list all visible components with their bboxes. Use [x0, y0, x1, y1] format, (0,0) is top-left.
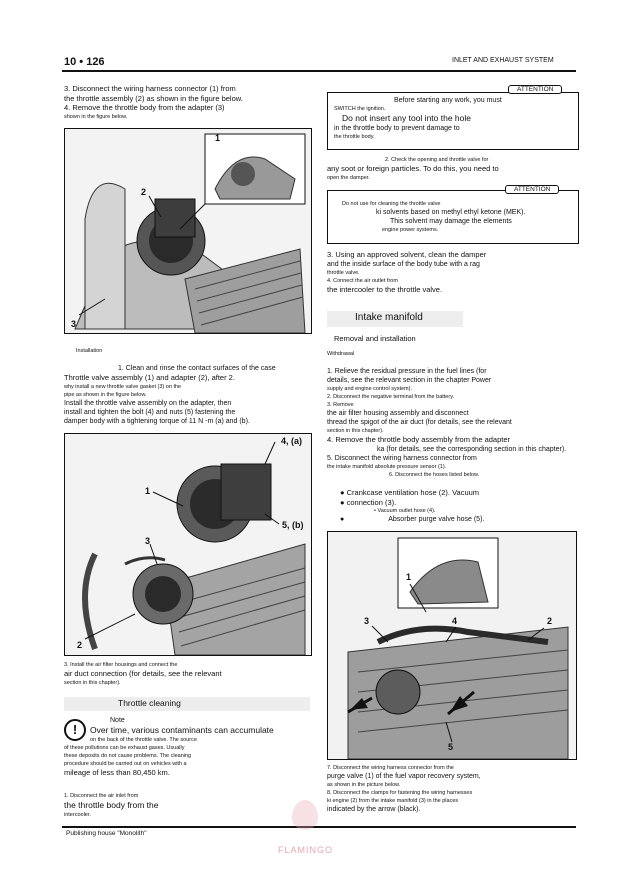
withdrawal-label-block — [327, 350, 354, 358]
hose-item — [340, 515, 578, 524]
removal-title-block — [334, 334, 416, 344]
engine-illustration-2 — [65, 434, 311, 655]
step-line: 3. Remove — [327, 402, 354, 408]
hose-text: connection (3). — [346, 497, 397, 507]
figure-throttle-installation — [64, 433, 312, 656]
section-header: INLET AND EXHAUST SYSTEM — [452, 57, 554, 64]
figure-callout: 1 — [406, 572, 412, 582]
step-line: the air filter housing assembly and disconnect — [327, 410, 469, 417]
step-line: 3. Using an approved solvent, clean the damper — [327, 250, 487, 259]
header-rule — [62, 70, 576, 72]
figure-throttle-removal — [64, 128, 312, 334]
step-line: section in this chapter). — [327, 428, 384, 434]
step-line: details, see the relevant section in the chapter Power — [327, 377, 492, 384]
step-line: open the damper. — [327, 174, 370, 181]
bullet-icon: ● — [340, 516, 345, 523]
step-line: 3. Install the air filter housings and connect the — [64, 662, 178, 668]
step-line: throttle valve. — [327, 269, 360, 276]
note-line: of these pollutions can be exhaust gases. Usually — [64, 744, 185, 751]
install-line: 1. Clean and rinse the contact surfaces of the case — [118, 365, 276, 372]
hose-item — [340, 488, 578, 498]
step-line: 1. Disconnect the air inlet from — [64, 793, 139, 799]
flamingo-logo-icon — [292, 800, 318, 830]
install-line: pipe as shown in the figure below. — [64, 391, 147, 398]
hose-text: Crankcase ventilation hose (2). Vacuum — [346, 488, 480, 497]
step-2-text — [327, 156, 577, 182]
after-fig2-text — [64, 661, 314, 687]
step-line: as shown in the picture below. — [327, 782, 401, 788]
intro-line: shown in the figure below. — [64, 113, 128, 120]
step-line: the intercooler to the throttle valve. — [327, 284, 443, 294]
watermark-text: FLAMINGO — [278, 845, 334, 855]
note-label: Note — [110, 717, 125, 724]
engine-illustration-3 — [328, 532, 576, 759]
hose-item: • Vacuum outlet hose (4). — [374, 508, 436, 514]
step-line: 4. Remove the throttle body assembly from the adapter — [327, 435, 511, 444]
step-line: 7. Disconnect the wiring harness connector from the — [327, 765, 454, 771]
removal-title: Removal and installation — [334, 334, 416, 343]
install-line: damper body with a tightening torque of 11 N -m (a) and (b). — [64, 417, 250, 425]
step-line: 4. Connect the air outlet from — [327, 277, 398, 284]
withdrawal-steps — [327, 367, 579, 479]
step-line: the intake manifold absolute pressure sensor (1). — [327, 463, 447, 470]
step-line: 1. Relieve the residual pressure in the fuel lines (for — [327, 368, 487, 375]
step-line: 6. Disconnect the hoses listed below. — [389, 471, 480, 478]
attention-line: Before starting any work, you must — [394, 97, 502, 104]
note-exclamation-icon: ! — [64, 719, 86, 741]
attention-line: Do not insert any tool into the hole — [342, 113, 471, 123]
throttle-cleaning-title: Throttle cleaning — [118, 698, 181, 708]
steps-7-8-text — [327, 764, 579, 814]
step-line: thread the spigot of the air duct (for details, see the relevant — [327, 419, 512, 426]
step-line: ka (for details, see the corresponding section in this chapter). — [377, 445, 567, 453]
install-line: Throttle valve assembly (1) and adapter (2), after 2. — [64, 373, 235, 382]
step-line: indicated by the arrow (black). — [327, 806, 421, 813]
intro-line: 3. Disconnect the wiring harness connector (1) from — [64, 84, 236, 93]
note-line: mileage of less than 80,450 km. — [64, 767, 170, 777]
figure-callout: 5, (b) — [282, 520, 304, 530]
intro-line: 4. Remove the throttle body from the adapter (3) — [64, 103, 225, 112]
attention-line: the throttle body. — [334, 133, 375, 140]
install-line: why install a new throttle valve gasket (3) on the — [64, 383, 182, 390]
step-line: section in this chapter). — [64, 679, 121, 686]
figure-callout: 2 — [547, 616, 553, 626]
install-line: install and tighten the bolt (4) and nuts (5) fastening the — [64, 408, 236, 416]
step-line: any soot or foreign particles. To do this, you need to — [327, 164, 499, 173]
step-line: 8. Disconnect the clamps for fastening the wiring harnesses — [327, 790, 473, 796]
installation-steps — [64, 364, 314, 426]
figure-callout: 2 — [77, 640, 83, 650]
steps-3-4-text — [327, 250, 577, 294]
attention-label: ATTENTION — [508, 85, 562, 94]
attention-1-text — [334, 96, 574, 141]
step-line: the throttle body from the — [64, 800, 159, 810]
cleaning-step-1 — [64, 792, 314, 819]
figure-callout: 3 — [145, 536, 151, 546]
intro-line: the throttle assembly (2) as shown in the figure below. — [64, 93, 243, 103]
attention-line: This solvent may damage the elements — [390, 218, 512, 225]
figure-callout: 4, (a) — [281, 436, 303, 446]
note-line: Over time, various contaminants can accumulate — [90, 725, 274, 735]
figure-callout: 1 — [215, 133, 221, 143]
figure-callout: 3 — [364, 616, 370, 626]
engine-illustration-1 — [65, 129, 311, 333]
hose-item — [340, 498, 578, 508]
step-line: intercooler. — [64, 811, 91, 818]
attention-label: ATTENTION — [505, 185, 559, 194]
attention-2-text — [342, 200, 572, 234]
figure-callout: 3 — [71, 319, 77, 329]
left-intro — [64, 84, 314, 121]
attention-line: SWITCH the ignition. — [334, 106, 386, 112]
step-line: ki engine (2) from the intake manifold (3) in the places — [327, 798, 459, 804]
intake-manifold-title: Intake manifold — [355, 312, 423, 323]
footer-rule — [62, 826, 576, 828]
step-line: air duct connection (for details, see the relevant — [64, 669, 222, 678]
install-line: Install the throttle valve assembly on the adapter, then — [64, 399, 232, 407]
step-line: 5. Disconnect the wiring harness connector from — [327, 454, 477, 462]
note-block — [64, 716, 314, 777]
attention-line: ki solvents based on methyl ethyl ketone (MEK). — [376, 209, 526, 216]
step-line: supply and engine control system). — [327, 386, 412, 392]
installation-heading — [76, 347, 102, 355]
note-line: on the back of the throttle valve. The source — [90, 736, 197, 743]
intake-manifold-band — [327, 311, 463, 327]
step-line: 2. Check the opening and throttle valve for — [385, 157, 489, 163]
step-line: and the inside surface of the body tube with a rag — [327, 260, 480, 268]
throttle-cleaning-band — [64, 697, 310, 711]
page-number: 10 • 126 — [64, 56, 105, 68]
step-line: 2. Disconnect the negative terminal from the battery. — [327, 394, 455, 400]
figure-intake-manifold — [327, 531, 577, 760]
attention-line: engine power systems. — [382, 227, 439, 233]
attention-line: Do not use for cleaning the throttle valve — [342, 201, 441, 207]
publisher-footer: Publishing house "Monolith" — [66, 830, 147, 837]
hose-list — [340, 488, 578, 524]
attention-line: in the throttle body to prevent damage to — [334, 124, 460, 132]
note-line: procedure should be carried out on vehicles with a — [64, 760, 187, 767]
note-line: these deposits do not cause problems. The cleaning — [64, 752, 192, 759]
figure-callout: 5 — [448, 742, 454, 752]
hose-text: Absorber purge valve hose (5). — [388, 516, 485, 523]
installation-label: Installation — [76, 348, 103, 354]
bullet-icon: ● — [340, 488, 347, 497]
figure-callout: 1 — [145, 486, 151, 496]
figure-callout: 4 — [452, 616, 458, 626]
step-line: purge valve (1) of the fuel vapor recovery system, — [327, 773, 481, 780]
figure-callout: 2 — [141, 187, 147, 197]
withdrawal-label: Withdrawal — [327, 351, 355, 357]
bullet-icon: ● — [340, 497, 347, 507]
